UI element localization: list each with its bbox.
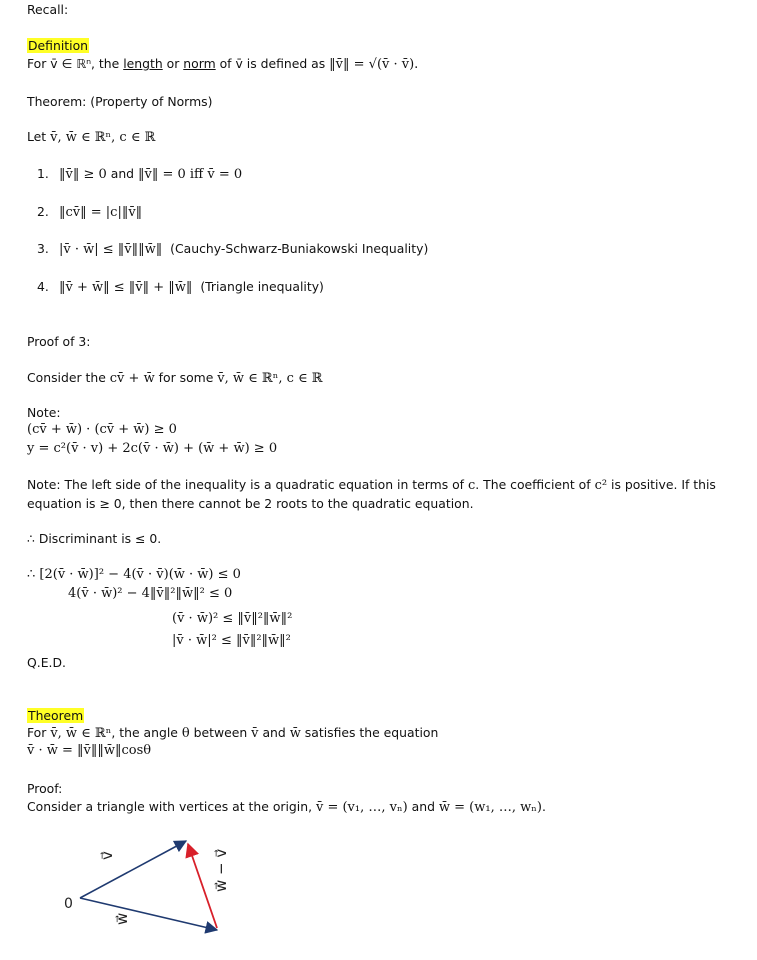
equation-1: (cv̄ + w̄) · (cv̄ + w̄) ≥ 0 <box>27 422 177 437</box>
term-length: length <box>123 56 163 71</box>
property-mid: and <box>106 166 138 181</box>
equation-2: y = c²(v̄ · v) + 2c(v̄ · w̄) + (w̄ + w̄) ≥ 0 <box>27 441 278 456</box>
t2-mid: , the angle <box>111 725 182 740</box>
proof2-w-math: w̄ = (w₁, …, wₙ) <box>438 800 542 815</box>
definition-heading-row <box>27 38 89 54</box>
theorem-let <box>27 129 155 146</box>
t2-mid2: between <box>189 725 252 740</box>
theorem2-heading-row <box>27 708 84 724</box>
vector-w-arrow <box>80 898 217 930</box>
proof2-title: Proof: <box>27 781 63 796</box>
norm-property-4 <box>37 279 324 296</box>
difference-label: w⃗ − v⃗ <box>212 848 230 892</box>
consider-math: cv̄ + w̄ <box>109 371 155 386</box>
t2-and: and <box>258 725 290 740</box>
recall-label: Recall: <box>27 2 69 17</box>
vector-triangle-diagram <box>0 820 320 955</box>
note2-mid: . The coefficient of <box>475 477 595 492</box>
proof3-consider <box>27 370 323 387</box>
property-math: ‖v̄‖ ≥ 0 <box>59 167 107 182</box>
consider-math-2: v̄, w̄ ∈ ℝⁿ, c ∈ ℝ <box>217 371 323 386</box>
t2-w: w̄ <box>289 726 301 741</box>
property-note: (Cauchy-Schwarz-Buniakowski Inequality) <box>170 241 429 256</box>
property-math: ‖v̄ + w̄‖ ≤ ‖v̄‖ + ‖w̄‖ <box>59 280 193 295</box>
discriminant-statement: ∴ Discriminant is ≤ 0. <box>27 531 162 546</box>
definition-post: of v̄ is defined as <box>215 56 330 71</box>
proof2-end: . <box>541 799 546 814</box>
t2-pre: For <box>27 725 51 740</box>
derivation-step-3: (v̄ · w̄)² ≤ ‖v̄‖²‖w̄‖² <box>172 611 293 626</box>
let-math: v̄, w̄ ∈ ℝⁿ, c ∈ ℝ <box>50 130 156 145</box>
item-number: 4. <box>37 279 49 294</box>
angle-equation: v̄ · w̄ = ‖v̄‖‖w̄‖cosθ <box>27 743 152 758</box>
norm-property-2 <box>37 204 142 221</box>
definition-or: or <box>162 56 184 71</box>
property-math: |v̄ · w̄| ≤ ‖v̄‖‖w̄‖ <box>59 242 163 257</box>
t2-math: v̄, w̄ ∈ ℝⁿ <box>50 726 112 741</box>
property-note: (Triangle inequality) <box>200 279 324 294</box>
theorem-norms-title: Theorem: (Property of Norms) <box>27 94 213 109</box>
quadratic-note <box>27 476 749 513</box>
property-math-b: ‖v̄‖ = 0 iff v̄ = 0 <box>137 167 243 182</box>
proof2-pre: Consider a triangle with vertices at the origin, <box>27 799 316 814</box>
definition-text <box>27 56 418 73</box>
proof2-and: and <box>407 799 439 814</box>
note2-c2: c² <box>594 478 608 493</box>
vector-v-arrow <box>80 841 186 898</box>
proof2-text <box>27 799 546 816</box>
theorem2-statement <box>27 725 438 742</box>
norm-formula: ‖v̄‖ = √(v̄ · v̄). <box>329 57 419 72</box>
derivation-step-2: 4(v̄ · w̄)² − 4‖v̄‖²‖w̄‖² ≤ 0 <box>68 586 233 601</box>
derivation-step-1: ∴ [2(v̄ · w̄)]² − 4(v̄ · v̄)(w̄ · w̄) ≤ 0 <box>27 567 241 582</box>
item-number: 3. <box>37 241 49 256</box>
consider-mid: for some <box>154 370 218 385</box>
let-text: Let <box>27 129 51 144</box>
note-label: Note: <box>27 405 61 420</box>
origin-label: 0 <box>64 896 73 912</box>
item-number: 2. <box>37 204 49 219</box>
t2-theta: θ <box>181 726 190 741</box>
term-norm: norm <box>183 56 216 71</box>
note2-pre: Note: The left side of the inequality is a quadratic equation in terms of <box>27 477 468 492</box>
theorem2-heading: Theorem <box>28 708 84 723</box>
w-label: w⃗ <box>113 912 131 925</box>
definition-heading: Definition <box>28 38 88 53</box>
note2-c: c <box>468 478 476 493</box>
t2-post: satisfies the equation <box>300 725 439 740</box>
v-label: v⃗ <box>98 851 116 860</box>
item-number: 1. <box>37 166 49 181</box>
norm-property-3 <box>37 241 428 258</box>
property-math: ‖cv̄‖ = |c|‖v̄‖ <box>59 205 143 220</box>
note2-post: is positive. If this equation is ≥ 0, then there cannot be 2 roots to the quadratic equation. <box>27 477 716 511</box>
derivation-step-4: |v̄ · w̄|² ≤ ‖v̄‖²‖w̄‖² <box>172 633 291 648</box>
norm-property-1 <box>37 166 242 183</box>
proof3-title: Proof of 3: <box>27 334 91 349</box>
qed: Q.E.D. <box>27 655 66 670</box>
proof2-v-math: v̄ = (v₁, …, vₙ) <box>315 800 408 815</box>
definition-pre: For v̄ ∈ ℝⁿ, the <box>27 56 124 71</box>
consider-text: Consider the <box>27 370 110 385</box>
t2-v: v̄ <box>251 726 259 741</box>
